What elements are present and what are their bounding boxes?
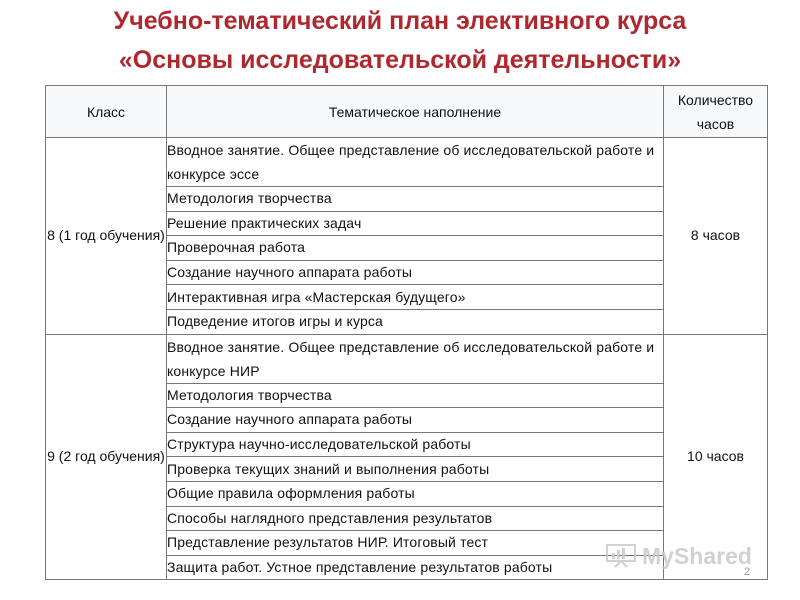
table-row (46, 138, 768, 187)
page-number: 2 (744, 566, 751, 578)
topic-cell: Интерактивная игра «Мастерская будущего» (167, 285, 664, 310)
header-topics: Тематическое наполнение (167, 86, 664, 138)
topic-cell: Решение практических задач (167, 211, 664, 236)
watermark (606, 540, 766, 572)
topic-cell: Структура научно-исследовательской работы (167, 432, 664, 457)
topic-cell: Общие правила оформления работы (167, 481, 664, 506)
topic-cell: Проверочная работа (167, 236, 664, 261)
curriculum-table (45, 85, 768, 580)
topic-cell: Подведение итогов игры и курса (167, 309, 664, 334)
topic-cell: Методология творчества (167, 187, 664, 212)
page-title-line-1: Учебно-тематический план элективного курса (113, 7, 687, 35)
hours-cell: 10 часов (664, 334, 768, 580)
topic-cell: Представление результатов НИР. Итоговый тест (167, 531, 664, 556)
topic-cell: Способы наглядного представления результатов (167, 506, 664, 531)
table-header-row (46, 86, 768, 138)
topic-cell: Защита работ. Устное представление результатов работы (167, 555, 664, 580)
page-title-line-2: «Основы исследовательской деятельности» (118, 46, 682, 74)
header-hours: Количество часов (664, 86, 768, 138)
klass-cell: 9 (2 год обучения) (46, 334, 167, 580)
topic-cell: Создание научного аппарата работы (167, 408, 664, 433)
header-klass: Класс (46, 86, 167, 138)
topic-cell: Вводное занятие. Общее представление об исследовательской работе и конкурсе эссе (167, 138, 664, 187)
watermark-text: MyShared (642, 543, 752, 569)
table-row (46, 334, 768, 383)
topic-cell: Методология творчества (167, 383, 664, 408)
topic-cell: Вводное занятие. Общее представление об исследовательской работе и конкурсе НИР (167, 334, 664, 383)
klass-cell: 8 (1 год обучения) (46, 138, 167, 335)
topic-cell: Проверка текущих знаний и выполнения работы (167, 457, 664, 482)
presentation-board-icon (606, 544, 636, 568)
topic-cell: Создание научного аппарата работы (167, 260, 664, 285)
hours-cell: 8 часов (664, 138, 768, 335)
